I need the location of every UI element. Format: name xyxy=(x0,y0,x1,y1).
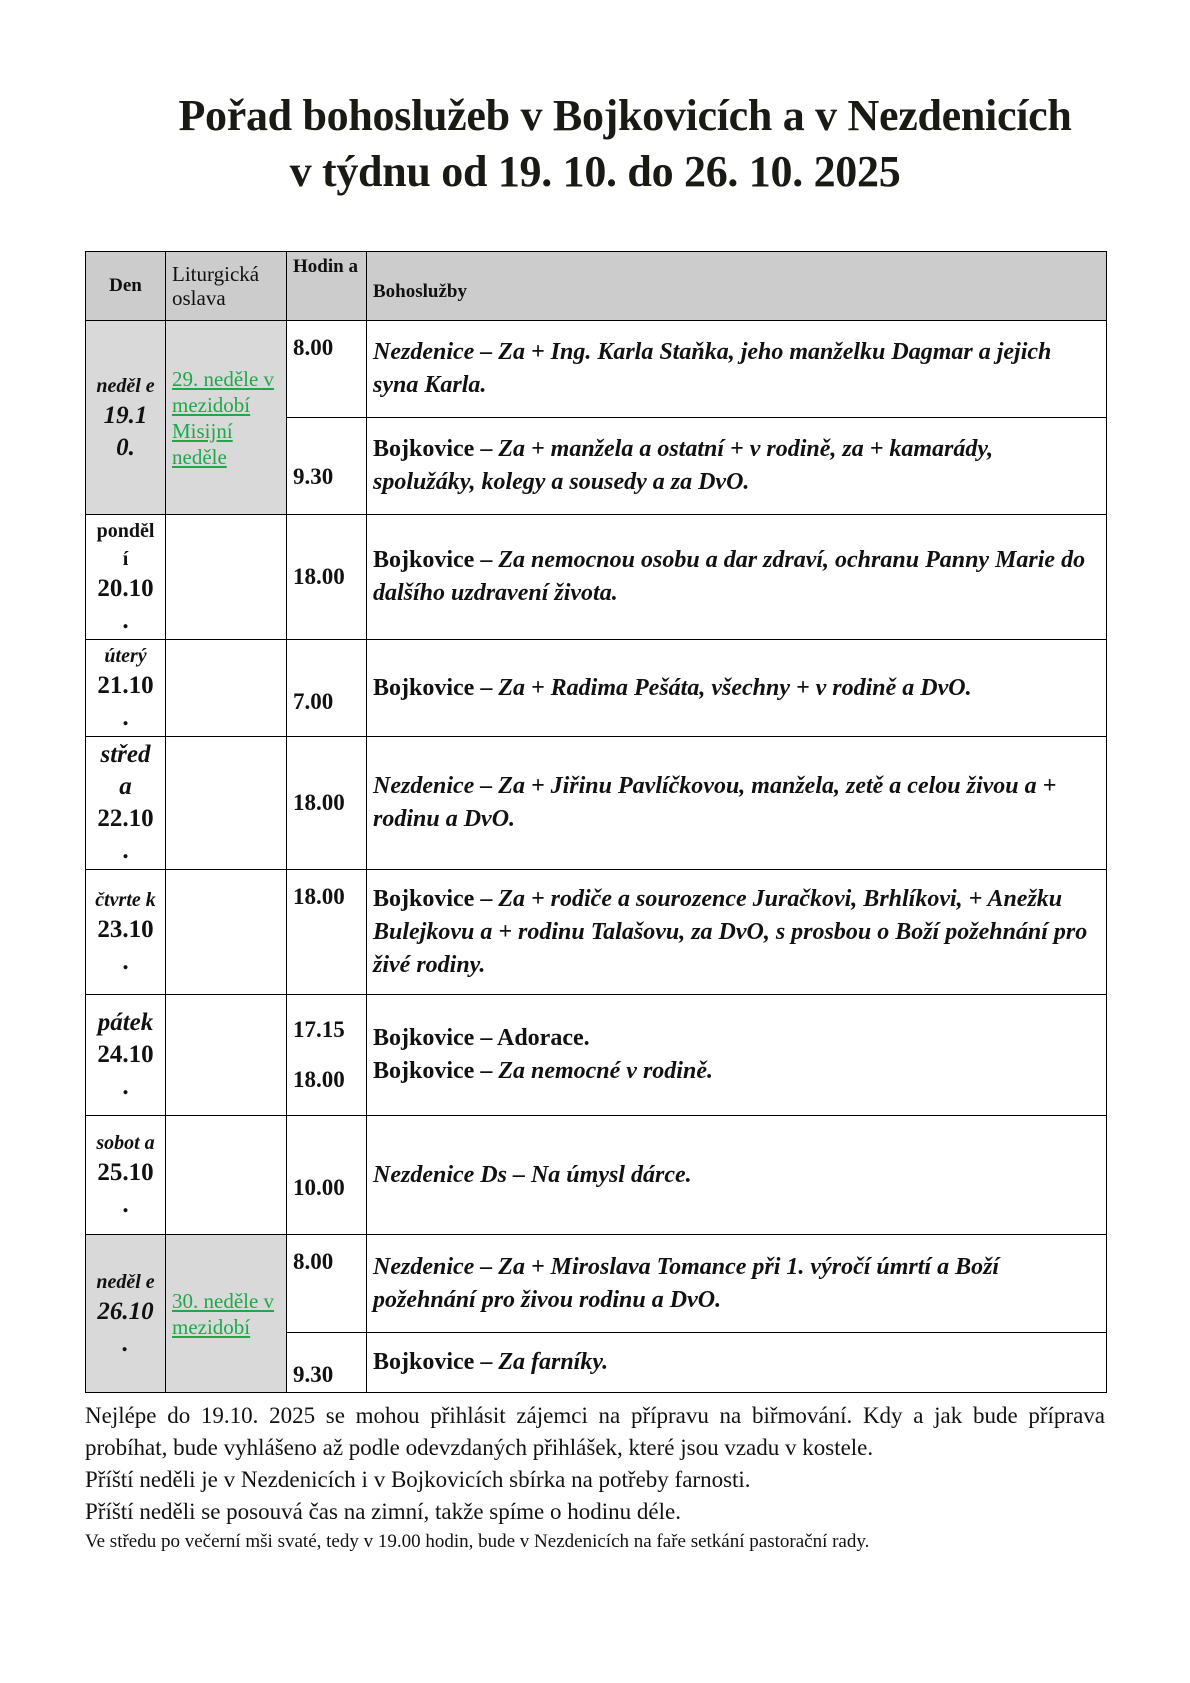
liturgy-cell xyxy=(166,995,287,1116)
announcements xyxy=(85,1400,1105,1556)
time-cell: 8.00 xyxy=(287,321,367,418)
service-intent: Za nemocné v rodině. xyxy=(498,1058,713,1084)
service-place: Nezdenice – xyxy=(373,773,499,799)
announcement-time-change: Příští neděli se posouvá čas na zimní, takže spíme o hodinu déle. xyxy=(85,1499,681,1524)
day-date: 26.10 . xyxy=(97,1297,154,1357)
time-2: 18.00 xyxy=(293,1067,345,1092)
time-cell xyxy=(287,995,367,1116)
table-header-row xyxy=(86,252,1107,321)
service-place: Bojkovice – xyxy=(373,885,499,912)
time-1: 17.15 xyxy=(293,1017,345,1042)
schedule-table xyxy=(85,251,1107,1393)
day-name: čtvrte k xyxy=(95,889,156,911)
day-name: sobot a xyxy=(96,1132,155,1154)
service-intent: Za farníky. xyxy=(498,1349,609,1375)
page-title xyxy=(0,88,1190,200)
liturgy-cell xyxy=(166,870,287,995)
day-date: 19.1 0. xyxy=(103,401,148,461)
day-name: neděl e xyxy=(96,1270,155,1293)
day-cell xyxy=(86,640,166,737)
table-row xyxy=(86,640,1107,737)
day-name: úterý xyxy=(104,645,147,667)
liturgy-cell xyxy=(166,1235,287,1393)
service-intent: Za + Miroslava Tomance při 1. výročí úmrtí a Boží požehnání pro živou rodinu a DvO. xyxy=(373,1253,1000,1313)
service-intent: Na úmysl dárce. xyxy=(530,1161,692,1188)
announcement-pastoral-council: Ve středu po večerní mši svaté, tedy v 19.00 hodin, bude v Nezdenicích na faře setkání pastorační rady. xyxy=(85,1531,870,1552)
day-name: střed a xyxy=(100,741,151,800)
service-place: Bojkovice – xyxy=(373,547,499,573)
service-cell xyxy=(367,870,1107,995)
service-cell xyxy=(367,418,1107,515)
table-row xyxy=(86,1235,1107,1333)
day-date: 22.10 . xyxy=(97,805,154,864)
day-name: ponděl í xyxy=(96,520,155,570)
service-place: Bojkovice – xyxy=(373,1349,499,1375)
time-cell: 9.30 xyxy=(287,418,367,515)
day-date: 23.10 . xyxy=(97,916,154,975)
service-place: Nezdenice Ds – xyxy=(373,1161,531,1188)
day-cell xyxy=(86,870,166,995)
service-intent: Za nemocnou osobu a dar zdraví, ochranu Panny Marie do dalšího uzdravení života. xyxy=(373,547,1086,606)
service-cell xyxy=(367,321,1107,418)
announcement-collection: Příští neděli je v Nezdenicích i v Bojkovicích sbírka na potřeby farnosti. xyxy=(85,1467,751,1492)
announcement-confirmation: Nejlépe do 19.10. 2025 se mohou přihlásit zájemci na přípravu na biřmování. Kdy a jak bude příprava probíhat, bude vyhlášeno až podle odevzdaných přihlášek, které jsou vzadu v kostele. xyxy=(85,1403,1105,1460)
liturgy-cell xyxy=(166,321,287,515)
header-day: Den xyxy=(86,252,166,321)
service-intent: Za + Ing. Karla Staňka, jeho manželku Dagmar a jejich syna Karla. xyxy=(373,339,1052,398)
time-cell: 18.00 xyxy=(287,515,367,640)
liturgy-link[interactable]: 29. neděle v mezidobí Misijní neděle xyxy=(172,366,275,469)
liturgy-cell xyxy=(166,515,287,640)
service-place: Nezdenice – xyxy=(373,1253,499,1280)
service-cell xyxy=(367,515,1107,640)
header-services: Bohoslužby xyxy=(367,252,1107,321)
liturgy-cell xyxy=(166,640,287,737)
service-place: Nezdenice – xyxy=(373,339,499,365)
service-place: Bojkovice – xyxy=(373,436,499,462)
service-line-adoration: Bojkovice – Adorace. xyxy=(373,1025,590,1051)
day-date: 25.10 . xyxy=(97,1159,154,1218)
liturgy-link[interactable]: 30. neděle v mezidobí xyxy=(172,1288,275,1339)
service-intent: Za + Radima Pešáta, všechny + v rodině a DvO. xyxy=(498,674,972,701)
service-intent: Za + rodiče a sourozence Juračkovi, Brhlíkovi, + Anežku Bulejkovu a + rodinu Talašovu, za DvO, s prosbou o Boží požehnání pro živé rodiny. xyxy=(373,885,1088,978)
table-row xyxy=(86,321,1107,418)
time-cell: 18.00 xyxy=(287,737,367,870)
day-name: pátek xyxy=(97,1009,154,1036)
day-date: 21.10 . xyxy=(97,672,154,731)
day-cell xyxy=(86,321,166,515)
table-row xyxy=(86,870,1107,995)
table-row xyxy=(86,1116,1107,1235)
service-cell xyxy=(367,1333,1107,1393)
time-cell: 18.00 xyxy=(287,870,367,995)
day-date: 24.10 . xyxy=(97,1041,154,1100)
day-cell xyxy=(86,1235,166,1393)
title-line-1: Pořad bohoslužeb v Bojkovicích a v Nezdenicích xyxy=(178,91,1072,140)
day-cell xyxy=(86,737,166,870)
service-cell xyxy=(367,737,1107,870)
table-row xyxy=(86,995,1107,1116)
time-cell: 10.00 xyxy=(287,1116,367,1235)
service-cell xyxy=(367,995,1107,1116)
header-liturgy: Liturgická oslava xyxy=(166,252,287,321)
title-line-2: v týdnu od 19. 10. do 26. 10. 2025 xyxy=(289,147,901,196)
service-place: Bojkovice – xyxy=(373,1058,499,1084)
day-cell xyxy=(86,1116,166,1235)
day-cell xyxy=(86,995,166,1116)
header-hour: Hodin a xyxy=(287,252,367,321)
service-intent: Za + manžela a ostatní + v rodině, za + kamarády, spolužáky, kolegy a sousedy a za DvO. xyxy=(373,436,994,495)
service-cell xyxy=(367,1235,1107,1333)
table-row xyxy=(86,737,1107,870)
service-place: Bojkovice – xyxy=(373,674,499,701)
day-name: neděl e xyxy=(96,374,155,397)
service-intent: Za + Jiřinu Pavlíčkovou, manžela, zetě a celou živou a + rodinu a DvO. xyxy=(373,773,1057,832)
time-cell: 8.00 xyxy=(287,1235,367,1333)
day-date: 20.10 . xyxy=(97,575,154,634)
day-cell xyxy=(86,515,166,640)
liturgy-cell xyxy=(166,1116,287,1235)
time-cell: 7.00 xyxy=(287,640,367,737)
time-cell: 9.30 xyxy=(287,1333,367,1393)
service-cell xyxy=(367,1116,1107,1235)
service-cell xyxy=(367,640,1107,737)
table-row xyxy=(86,515,1107,640)
liturgy-cell xyxy=(166,737,287,870)
